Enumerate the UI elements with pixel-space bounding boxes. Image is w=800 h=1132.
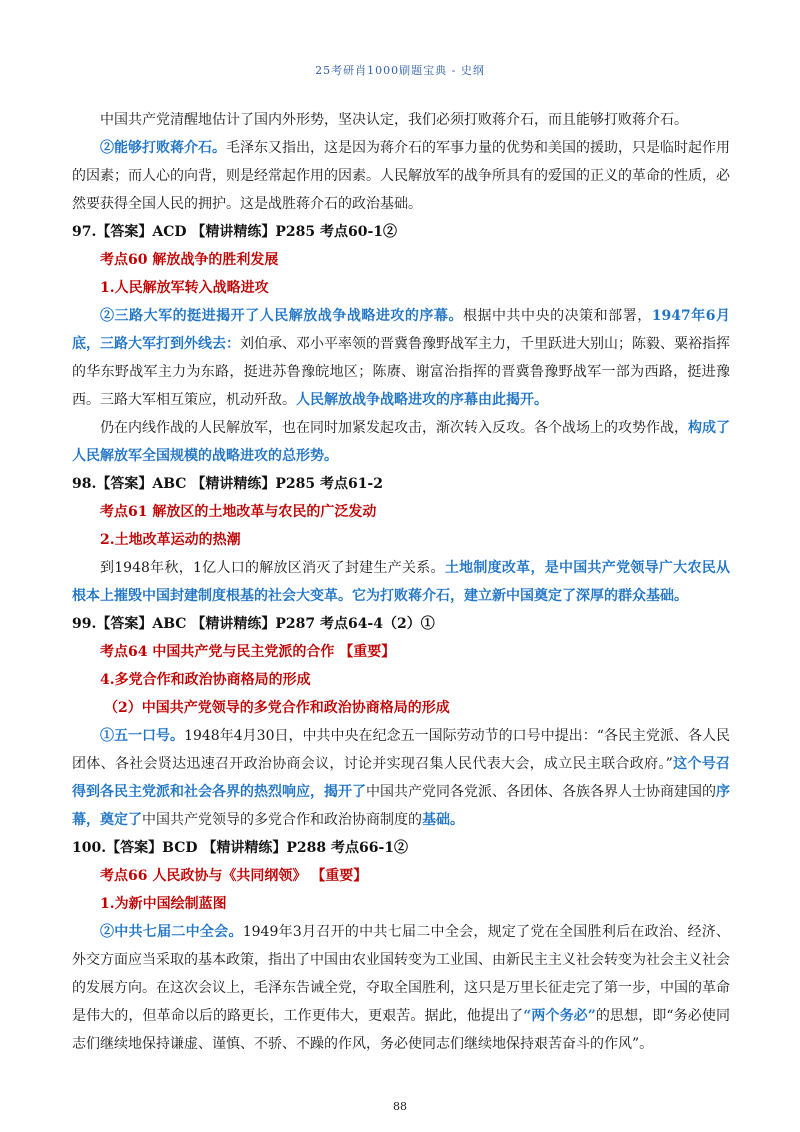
answer-line-97: 97.【答案】ACD 【精讲精练】P285 考点60-1② [72,224,398,240]
body-text: 的思想，即“务必使同志们继续地保持谦虚、谨慎、不骄、不躁的作风，务必使同志们继续地保持艰苦奋斗的作风”。 [72,1008,730,1052]
paragraph [72,414,730,470]
body-text: 中国共产党同各党派、各团体、各族各界人士协商建国的 [366,784,716,800]
subtopic-heading: 1.为新中国绘制蓝图 [100,896,227,912]
paragraph [72,722,730,834]
highlight-text: 1947年6月底，三路大军打到外线去： [72,308,730,352]
highlight-text: 基础。 [422,812,464,828]
body-text: 到1948年秋，1亿人口的解放区消灭了封建生产关系。 [100,560,445,576]
body-text: 中国共产党领导的多党合作和政治协商制度的 [142,812,422,828]
highlight-text: 构成了人民解放军全国规模的战略进攻的总形势。 [72,420,730,464]
highlight-text: 土地制度改革，是中国共产党领导广大农民从根本上摧毁中国封建制度根基的社会大变革。它为打败蒋介石，建立新中国奠定了深厚的群众基础。 [72,560,730,604]
paragraph: 中国共产党清醒地估计了国内外形势，坚决认定，我们必须打败蒋介石，而且能够打败蒋介石。 [100,112,688,128]
subtopic-heading: 1.人民解放军转入战略进攻 [100,280,269,296]
body-text: 仍在内线作战的人民解放军，也在同时加紧发起攻击，渐次转入反攻。各个战场上的攻势作战， [100,420,688,436]
subtopic-heading-2: （2）中国共产党领导的多党合作和政治协商格局的形成 [104,700,450,716]
topic-heading-66: 考点66 人民政协与《共同纲领》 【重要】 [100,868,368,884]
page-number: 88 [393,1100,407,1113]
highlight-text: ②三路大军的挺进揭开了人民解放战争战略进攻的序幕。 [100,308,463,324]
highlight-text: 这个号召得到各民主党派和社会各界的热烈响应，揭开了 [72,756,731,800]
paragraph [72,918,730,1058]
answer-line-98: 98.【答案】ABC 【精讲精练】P285 考点61-2 [72,476,383,492]
answer-line-99: 99.【答案】ABC 【精讲精练】P287 考点64-4（2）① [72,616,435,632]
highlight-text: “两个务必” [523,1008,596,1024]
highlight-text: ②能够打败蒋介石。 [100,140,226,156]
paragraph [72,302,730,414]
body-text: 1948年4月30日，中共中央在纪念五一国际劳动节的口号中提出：“各民主党派、各人民团体、各社会贤达迅速召开政治协商会议，讨论并实现召集人民代表大会，成立民主联合政府。” [72,728,731,772]
subtopic-heading: 4.多党合作和政治协商格局的形成 [100,672,311,688]
body-text: 刘伯承、邓小平率领的晋冀鲁豫野战军主力，千里跃进大别山；陈毅、粟裕指挥的华东野战军主力为东路，挺进苏鲁豫皖地区；陈赓、谢富治指挥的晋冀鲁豫野战军一部为西路，挺进豫西。三路大军相互策应，机动歼敌。 [72,336,730,408]
highlight-text: 序幕，奠定了 [72,784,730,828]
highlight-text: 人民解放战争战略进攻的序幕由此揭开。 [296,392,548,408]
page-header: 25考研肖1000刷题宝典 - 史纲 [315,64,485,77]
body-text: 1949年3月召开的中共七届二中全会，规定了党在全国胜利后在政治、经济、外交方面应当采取的基本政策，指出了中国由农业国转变为工业国、由新民主主义社会转变为社会主义社会的发展方向。在这次会议上，毛泽东告诫全党，夺取全国胜利，这只是万里长征走完了第一步，中国的革命是伟大的，但革命以后的路更长，工作更伟大，更艰苦。据此，他提出了 [72,924,730,1024]
topic-heading-64: 考点64 中国共产党与民主党派的合作 【重要】 [100,644,396,660]
highlight-text: ②中共七届二中全会。 [100,924,243,940]
document-body [72,106,730,1058]
subtopic-heading: 2.土地改革运动的热潮 [100,532,241,548]
highlight-text: ①五一口号。 [100,728,185,744]
topic-heading-60: 考点60 解放战争的胜利发展 [100,252,279,268]
paragraph [72,554,730,610]
body-text: 根据中共中央的决策和部署， [462,308,652,324]
topic-heading-61: 考点61 解放区的土地改革与农民的广泛发动 [100,504,377,520]
answer-line-100: 100.【答案】BCD 【精讲精练】P288 考点66-1② [72,840,409,856]
body-text: 毛泽东又指出，这是因为蒋介石的军事力量的优势和美国的援助，只是临时起作用的因素；而人心的向背，则是经常起作用的因素。人民解放军的战争所具有的爱国的正义的革命的性质，必然要获得全国人民的拥护。这是战胜蒋介石的政治基础。 [72,140,730,212]
paragraph [72,134,730,218]
